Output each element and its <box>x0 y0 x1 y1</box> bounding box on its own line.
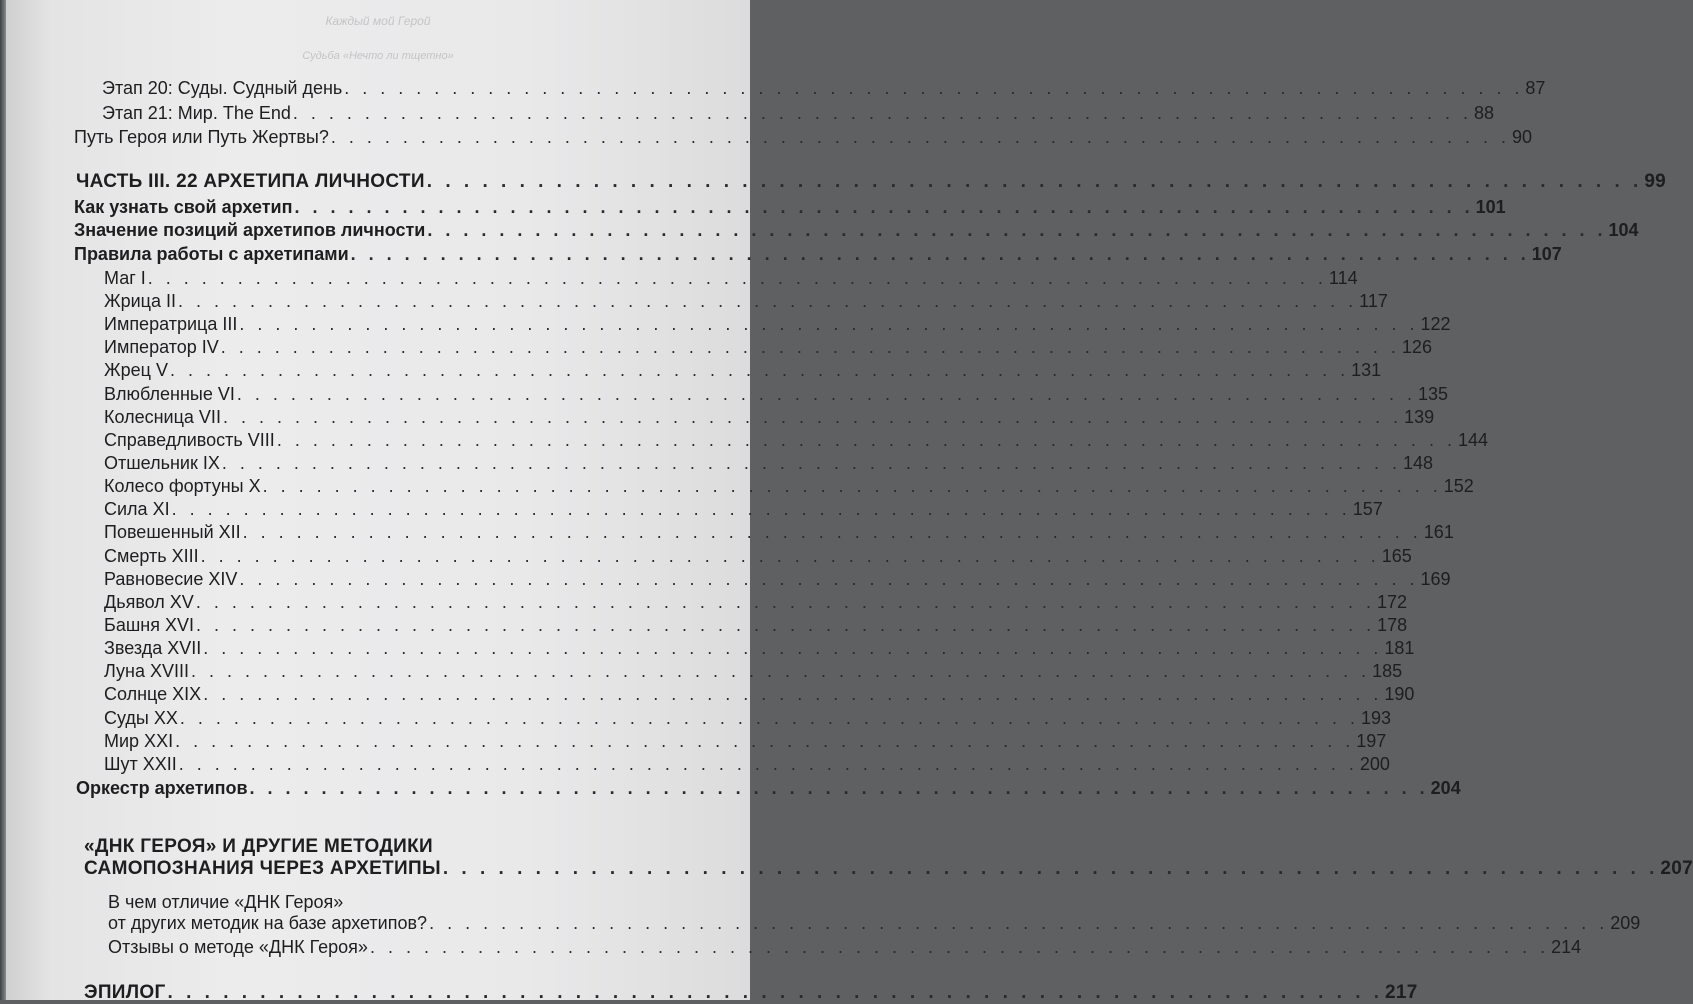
toc-entry-title: Колесница VII <box>104 407 221 427</box>
leader-dots: . . . . . . . . . . . . . . . . . . . . . . . . . . . . . . . . . . . . . . . . . . . . . . . . . . . . . . . . . . . . . . . . . . <box>350 244 1530 264</box>
leader-dots: . . . . . . . . . . . . . . . . . . . . . . . . . . . . . . . . . . . . . . . . . . . . . . . . . . . . . . . . . . . . . . . . . . <box>330 127 1510 147</box>
toc-entry-title: Суды XX <box>104 708 178 728</box>
leader-dots: . . . . . . . . . . . . . . . . . . . . . . . . . . . . . . . . . . . . . . . . . . . . . . . . . . . . . . . . . . . . . . . . . . <box>178 754 1358 774</box>
part-heading <box>76 171 1667 193</box>
toc-section <box>74 220 1639 241</box>
chapter-page: 207 <box>1660 858 1693 879</box>
leader-dots: . . . . . . . . . . . . . . . . . . . . . . . . . . . . . . . . . . . . . . . . . . . . . . . . . . . . . . . . . . . . . . . . . . <box>427 220 1607 240</box>
leader-dots: . . . . . . . . . . . . . . . . . . . . . . . . . . . . . . . . . . . . . . . . . . . . . . . . . . . . . . . . . . . . . . . . . . <box>190 661 1371 681</box>
toc-archetype-entry <box>104 615 1408 636</box>
toc-entry-page: 104 <box>1608 220 1639 240</box>
toc-entry-title: Императрица III <box>104 314 238 334</box>
leader-dots: . . . . . . . . . . . . . . . . . . . . . . . . . . . . . . . . . . . . . . . . . . . . . . . . . . . . . . . . . . . . . . . . . . <box>195 615 1376 635</box>
toc-entry-title: Влюбленные VI <box>104 384 235 404</box>
toc-archetype-entry <box>104 522 1454 543</box>
leader-dots: . . . . . . . . . . . . . . . . . . . . . . . . . . . . . . . . . . . . . . . . . . . . . . . . . . . . . . . . . . . . . . . . . . <box>262 476 1442 496</box>
toc-archetype-entry <box>104 684 1415 705</box>
toc-archetype-entry <box>104 360 1382 381</box>
toc-entry-page: 197 <box>1356 731 1387 751</box>
leader-dots: . . . . . . . . . . . . . . . . . . . . . . . . . . . . . . . . . . . . . . . . . . . . . . . . . . . . . . . . . . . . . . . . . . <box>442 858 1659 879</box>
toc-entry-page: 152 <box>1443 476 1474 496</box>
toc-entry-title: Этап 21: Мир. The End <box>102 103 291 123</box>
toc-entry <box>102 103 1495 124</box>
toc-entry-title: Справедливость VIII <box>104 430 275 450</box>
toc-entry-title: Звезда XVII <box>104 638 202 658</box>
toc-entry-title: Колесо фортуны X <box>104 476 261 496</box>
toc-entry-title: Значение позиций архетипов личности <box>74 220 426 240</box>
toc-entry-page: 131 <box>1351 360 1382 380</box>
toc-entry <box>108 937 1582 958</box>
leader-dots: . . . . . . . . . . . . . . . . . . . . . . . . . . . . . . . . . . . . . . . . . . . . . . . . . . . . . . . . . . . . . . . . . . <box>294 197 1474 217</box>
toc-entry-page: 126 <box>1401 337 1432 357</box>
toc-entry-page: 90 <box>1511 127 1533 147</box>
toc-entry-title-line2: от других методик на базе архетипов? <box>108 913 428 933</box>
toc-entry-title: Как узнать свой архетип <box>74 197 293 217</box>
toc-entry-page: 87 <box>1525 78 1546 98</box>
show-through-header: Каждый мой Герой <box>325 14 431 28</box>
toc-entry-page: 139 <box>1404 407 1435 427</box>
toc-entry-page: 88 <box>1474 103 1495 123</box>
leader-dots: . . . . . . . . . . . . . . . . . . . . . . . . . . . . . . . . . . . . . . . . . . . . . . . . . . . . . . . . . . . . . . . . . . <box>169 360 1350 380</box>
toc-archetype-entry <box>104 453 1434 474</box>
leader-dots: . . . . . . . . . . . . . . . . . . . . . . . . . . . . . . . . . . . . . . . . . . . . . . . . . . . . . . . . . . . . . . . . . . <box>147 268 1327 288</box>
toc-entry-title: Жрица II <box>104 291 177 311</box>
toc-archetype-entry <box>104 407 1435 428</box>
toc-entry-title: Солнце XIX <box>104 684 202 704</box>
toc-entry-title: Смерть XIII <box>104 546 199 566</box>
toc-entry-title: Повешенный XII <box>104 522 241 542</box>
toc-entry-page: 172 <box>1376 592 1407 612</box>
toc-archetype-entry <box>104 291 1388 312</box>
leader-dots: . . . . . . . . . . . . . . . . . . . . . . . . . . . . . . . . . . . . . . . . . . . . . . . . . . . . . . . . . . . . . . . . . . <box>175 731 1355 751</box>
toc-archetype-entry <box>104 546 1412 567</box>
leader-dots: . . . . . . . . . . . . . . . . . . . . . . . . . . . . . . . . . . . . . . . . . . . . . . . . . . . . . . . . . . . . . . . . . . <box>292 103 1473 123</box>
toc-archetype-entry <box>104 337 1432 358</box>
toc-entry-page: 200 <box>1359 754 1390 774</box>
toc-entry-page: 185 <box>1372 661 1403 681</box>
toc-archetype-entry <box>104 592 1407 613</box>
toc-entry-page: 204 <box>1430 778 1461 798</box>
toc-entry-title: Отшельник IX <box>104 453 220 473</box>
toc-entry-title: Равновесие XIV <box>104 569 238 589</box>
leader-dots: . . . . . . . . . . . . . . . . . . . . . . . . . . . . . . . . . . . . . . . . . . . . . . . . . . . . . . . . . . . . . . . . . . <box>239 569 1419 589</box>
leader-dots: . . . . . . . . . . . . . . . . . . . . . . . . . . . . . . . . . . . . . . . . . . . . . . . . . . . . . . . . . . . . . . . . . . <box>200 546 1380 566</box>
toc-entry-page: 165 <box>1381 546 1412 566</box>
leader-dots: . . . . . . . . . . . . . . . . . . . . . . . . . . . . . . . . . . . . . . . . . . . . . . . . . . . . . . . . . . . . . . . . . . <box>236 384 1417 404</box>
chapter-title-line1: «ДНК ГЕРОЯ» И ДРУГИЕ МЕТОДИКИ <box>84 836 433 857</box>
leader-dots: . . . . . . . . . . . . . . . . . . . . . . . . . . . . . . . . . . . . . . . . . . . . . . . . . . . . . . . . . . . . . . . . . . <box>178 291 1358 311</box>
toc-entry <box>102 78 1546 99</box>
leader-dots: . . . . . . . . . . . . . . . . . . . . . . . . . . . . . . . . . . . . . . . . . . . . . . . . . . . . . . . . . . . . . . . . . . <box>203 684 1383 704</box>
toc-entry-page: 181 <box>1384 638 1415 658</box>
leader-dots: . . . . . . . . . . . . . . . . . . . . . . . . . . . . . . . . . . . . . . . . . . . . . . . . . . . . . . . . . . . . . . . . . . <box>429 913 1609 933</box>
toc-entry-page: 122 <box>1420 314 1451 334</box>
toc-entry-page: 178 <box>1377 615 1408 635</box>
leader-dots: . . . . . . . . . . . . . . . . . . . . . . . . . . . . . . . . . . . . . . . . . . . . . . . . . . . . . . . . . . . . . . . . . . <box>220 337 1400 357</box>
toc-entry-title-line1: В чем отличие «ДНК Героя» <box>108 892 344 912</box>
epilogue-title: ЭПИЛОГ <box>84 982 166 1003</box>
epilogue-page: 217 <box>1385 982 1418 1003</box>
leader-dots: . . . . . . . . . . . . . . . . . . . . . . . . . . . . . . . . . . . . . . . . . . . . . . . . . . . . . . . . . . . . . . . . . . <box>344 78 1524 98</box>
toc-section <box>74 244 1562 265</box>
chapter-title-line2: САМОПОЗНАНИЯ ЧЕРЕЗ АРХЕТИПЫ <box>84 858 441 879</box>
toc-entry-page: 135 <box>1418 384 1449 404</box>
toc-entry-title: Дьявол XV <box>104 592 194 612</box>
leader-dots: . . . . . . . . . . . . . . . . . . . . . . . . . . . . . . . . . . . . . . . . . . . . . . . . . . . . . . . . . . . . . . . . . . <box>239 314 1419 334</box>
leader-dots: . . . . . . . . . . . . . . . . . . . . . . . . . . . . . . . . . . . . . . . . . . . . . . . . . . . . . . . . . . . . . . . . . . <box>167 982 1384 1003</box>
leader-dots: . . . . . . . . . . . . . . . . . . . . . . . . . . . . . . . . . . . . . . . . . . . . . . . . . . . . . . . . . . . . . . . . . . <box>242 522 1422 542</box>
leader-dots: . . . . . . . . . . . . . . . . . . . . . . . . . . . . . . . . . . . . . . . . . . . . . . . . . . . . . . . . . . . . . . . . . . <box>426 171 1643 192</box>
toc-entry-page: 101 <box>1475 197 1506 217</box>
toc-entry-title: Маг I <box>104 268 146 288</box>
toc-entry-page: 117 <box>1359 291 1388 311</box>
toc-archetype-entry <box>104 384 1449 405</box>
toc-entry-page: 107 <box>1531 244 1562 264</box>
toc-entry-title: Оркестр архетипов <box>76 778 248 798</box>
toc-entry-title: Мир XXI <box>104 731 174 751</box>
toc-archetype-entry <box>104 499 1383 520</box>
toc-entry-title: Луна XVIII <box>104 661 189 681</box>
toc-entry-page: 169 <box>1420 569 1451 589</box>
toc-entry-page: 193 <box>1361 708 1392 728</box>
toc-archetype-entry <box>104 661 1403 682</box>
toc-entry-page: 144 <box>1457 430 1488 450</box>
toc-archetype-entry <box>104 314 1451 335</box>
leader-dots: . . . . . . . . . . . . . . . . . . . . . . . . . . . . . . . . . . . . . . . . . . . . . . . . . . . . . . . . . . . . . . . . . . <box>195 592 1375 612</box>
leader-dots: . . . . . . . . . . . . . . . . . . . . . . . . . . . . . . . . . . . . . . . . . . . . . . . . . . . . . . . . . . . . . . . . . . <box>203 638 1383 658</box>
toc-archetype-entry <box>104 430 1488 451</box>
toc-entry-title: Император IV <box>104 337 219 357</box>
toc-entry-title: Жрец V <box>104 360 168 380</box>
toc-entry-page: 161 <box>1423 522 1454 542</box>
toc-archetype-entry <box>104 476 1474 497</box>
toc-entry-page: 157 <box>1352 499 1383 519</box>
toc-entry-title: Шут XXII <box>104 754 177 774</box>
toc-entry-title: Путь Героя или Путь Жертвы? <box>74 127 329 147</box>
toc-archetype-entry <box>104 754 1390 775</box>
toc-entry <box>74 127 1533 148</box>
toc-section <box>76 778 1461 799</box>
show-through-subheader: Судьба «Нечто ли тщетно» <box>302 50 454 62</box>
leader-dots: . . . . . . . . . . . . . . . . . . . . . . . . . . . . . . . . . . . . . . . . . . . . . . . . . . . . . . . . . . . . . . . . . . <box>171 499 1351 519</box>
toc-archetype-entry <box>104 708 1392 729</box>
toc-entry-title: Башня XVI <box>104 615 194 635</box>
part-page: 99 <box>1644 171 1667 192</box>
toc-entry-page: 114 <box>1328 268 1358 288</box>
toc-entry-page: 190 <box>1384 684 1415 704</box>
toc-entry-page: 209 <box>1610 913 1641 933</box>
leader-dots: . . . . . . . . . . . . . . . . . . . . . . . . . . . . . . . . . . . . . . . . . . . . . . . . . . . . . . . . . . . . . . . . . . <box>221 453 1401 473</box>
toc-archetype-entry <box>104 731 1387 752</box>
toc-entry-title: Сила XI <box>104 499 170 519</box>
chapter-heading <box>84 858 1693 880</box>
toc-archetype-entry <box>104 268 1358 289</box>
toc-entry-title: Этап 20: Суды. Судный день <box>102 78 343 98</box>
toc-section <box>74 197 1506 218</box>
epilogue-heading <box>84 982 1418 1004</box>
toc-entry-title: Отзывы о методе «ДНК Героя» <box>108 937 368 957</box>
leader-dots: . . . . . . . . . . . . . . . . . . . . . . . . . . . . . . . . . . . . . . . . . . . . . . . . . . . . . . . . . . . . . . . . . . <box>179 708 1359 728</box>
toc-entry-page: 148 <box>1403 453 1434 473</box>
leader-dots: . . . . . . . . . . . . . . . . . . . . . . . . . . . . . . . . . . . . . . . . . . . . . . . . . . . . . . . . . . . . . . . . . . <box>222 407 1403 427</box>
toc-entry-title: Правила работы с архетипами <box>74 244 349 264</box>
toc-archetype-entry <box>104 569 1451 590</box>
leader-dots: . . . . . . . . . . . . . . . . . . . . . . . . . . . . . . . . . . . . . . . . . . . . . . . . . . . . . . . . . . . . . . . . . . <box>276 430 1456 450</box>
toc-entry <box>108 913 1641 934</box>
toc-entry-page: 214 <box>1551 937 1582 957</box>
part-title: ЧАСТЬ III. 22 АРХЕТИПА ЛИЧНОСТИ <box>76 171 425 192</box>
leader-dots: . . . . . . . . . . . . . . . . . . . . . . . . . . . . . . . . . . . . . . . . . . . . . . . . . . . . . . . . . . . . . . . . . . <box>249 778 1429 798</box>
toc-archetype-entry <box>104 638 1415 659</box>
leader-dots: . . . . . . . . . . . . . . . . . . . . . . . . . . . . . . . . . . . . . . . . . . . . . . . . . . . . . . . . . . . . . . . . . . <box>369 937 1550 957</box>
